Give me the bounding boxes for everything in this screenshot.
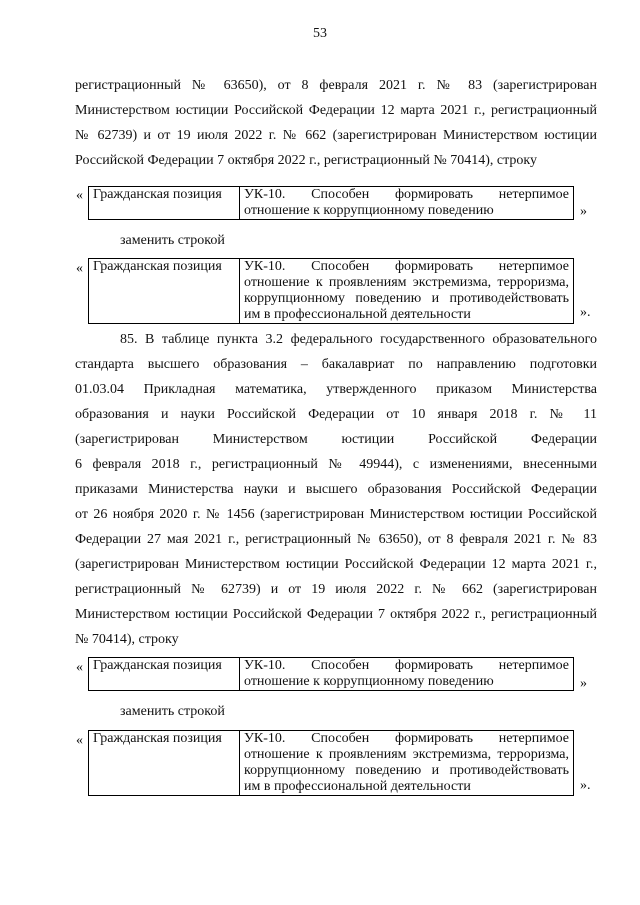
competency-description-cell	[240, 187, 574, 220]
paragraph-line: 01.03.04 Прикладная математика, утвержденного приказом Министерства	[75, 382, 597, 397]
replace-instruction: заменить строкой	[120, 233, 225, 248]
cell-line: отношение к коррупционному поведению	[244, 203, 494, 218]
competency-group-cell: Гражданская позиция	[89, 731, 240, 796]
paragraph-line: Министерством юстиции Российской Федерации 7 октября 2022 г., регистрационный	[75, 607, 597, 622]
open-quote: «	[76, 733, 83, 748]
paragraph-line: 6 февраля 2018 г., регистрационный № 49944), с изменениями, внесенными	[75, 457, 597, 472]
competency-group-cell: Гражданская позиция	[89, 259, 240, 324]
paragraph-line: № 70414), строку	[75, 632, 179, 647]
replace-instruction: заменить строкой	[120, 704, 225, 719]
cell-line: УК-10. Способен формировать нетерпимое	[244, 731, 569, 746]
competency-description-cell	[240, 658, 574, 691]
paragraph-line: регистрационный № 63650), от 8 февраля 2021 г. № 83 (зарегистрирован	[75, 78, 597, 93]
cell-line: УК-10. Способен формировать нетерпимое	[244, 187, 569, 202]
paragraph-line: образования и науки Российской Федерации от 10 января 2018 г. № 11	[75, 407, 597, 422]
competency-group-cell: Гражданская позиция	[89, 658, 240, 691]
paragraph-line: (зарегистрирован Министерством юстиции Российской Федерации 12 марта 2021 г.,	[75, 557, 597, 572]
cell-line: коррупционному поведению и противодействовать	[244, 763, 569, 778]
open-quote: «	[76, 261, 83, 276]
cell-line: отношение к проявлениям экстремизма, терроризма,	[244, 275, 569, 290]
competency-description-cell	[240, 731, 574, 796]
table-row-old-2	[88, 657, 574, 691]
paragraph-line: 85. В таблице пункта 3.2 федерального государственного образовательного	[120, 332, 597, 347]
close-quote: »	[580, 676, 587, 691]
table-row-old-1	[88, 186, 574, 220]
paragraph-line: № 62739) и от 19 июля 2022 г. № 662 (зарегистрирован Министерством юстиции	[75, 128, 597, 143]
page-number: 53	[313, 26, 327, 41]
close-quote: ».	[580, 305, 591, 320]
cell-line: УК-10. Способен формировать нетерпимое	[244, 259, 569, 274]
paragraph-line: Российской Федерации 7 октября 2022 г., регистрационный № 70414), строку	[75, 153, 537, 168]
paragraph-line: от 26 ноября 2020 г. № 1456 (зарегистрирован Министерством юстиции Российской	[75, 507, 597, 522]
open-quote: «	[76, 188, 83, 203]
table-row-new-2	[88, 730, 574, 796]
paragraph-line: регистрационный № 62739) и от 19 июля 2022 г. № 662 (зарегистрирован	[75, 582, 597, 597]
paragraph-line: Министерством юстиции Российской Федерации 12 марта 2021 г., регистрационный	[75, 103, 597, 118]
cell-line: отношение к проявлениям экстремизма, терроризма,	[244, 747, 569, 762]
paragraph-line: Федерации 27 мая 2021 г., регистрационный № 63650), от 8 февраля 2021 г. № 83	[75, 532, 597, 547]
cell-line: коррупционному поведению и противодействовать	[244, 291, 569, 306]
table-row-new-1	[88, 258, 574, 324]
cell-line: УК-10. Способен формировать нетерпимое	[244, 658, 569, 673]
paragraph-line: (зарегистрирован Министерством юстиции Российской Федерации	[75, 432, 597, 447]
cell-line: отношение к коррупционному поведению	[244, 674, 494, 689]
cell-line: им в профессиональной деятельности	[244, 307, 471, 322]
open-quote: «	[76, 660, 83, 675]
close-quote: ».	[580, 778, 591, 793]
competency-group-cell: Гражданская позиция	[89, 187, 240, 220]
paragraph-line: стандарта высшего образования – бакалавриат по направлению подготовки	[75, 357, 597, 372]
close-quote: »	[580, 204, 587, 219]
cell-line: им в профессиональной деятельности	[244, 779, 471, 794]
competency-description-cell	[240, 259, 574, 324]
paragraph-line: приказами Министерства науки и высшего образования Российской Федерации	[75, 482, 597, 497]
